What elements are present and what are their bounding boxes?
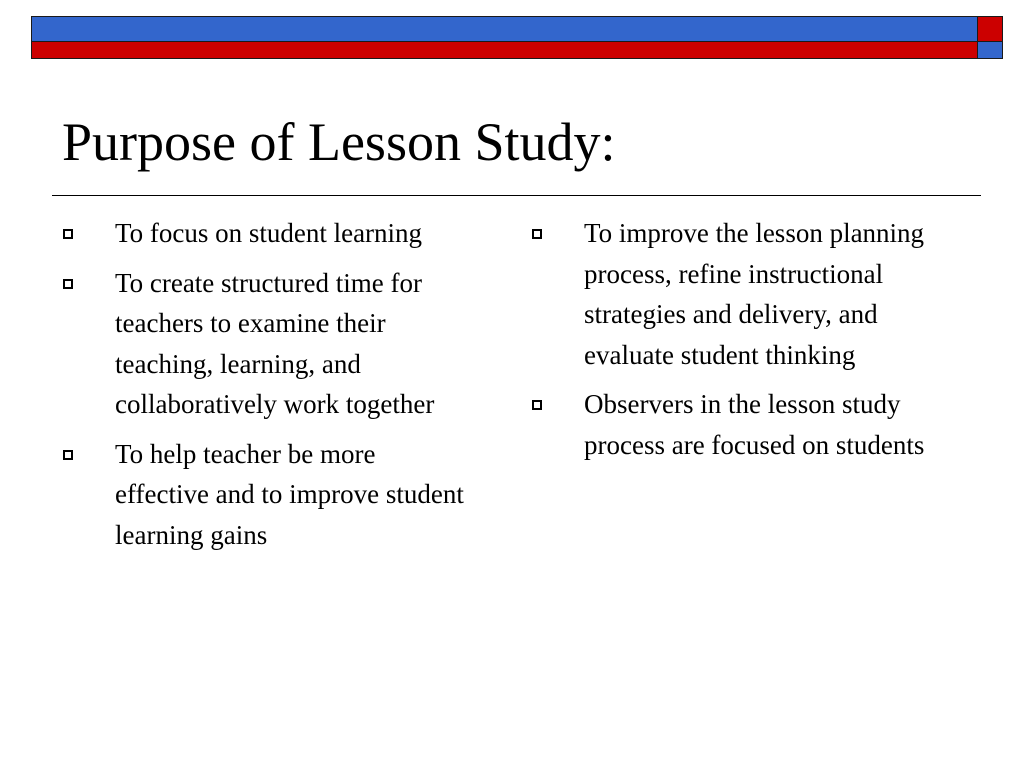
left-bullet-list [62, 213, 472, 564]
slide-title: Purpose of Lesson Study: [62, 112, 616, 172]
hollow-square-icon [63, 450, 73, 460]
bullet-item [531, 384, 971, 465]
header-band-red [31, 41, 978, 59]
bullet-text: To create structured time for teachers to examine their teaching, learning, and collaboratively work together [115, 267, 435, 419]
title-divider [52, 195, 981, 196]
hollow-square-icon [532, 229, 542, 239]
bullet-text: To improve the lesson planning process, refine instructional strategies and delivery, and evaluate student thinking [584, 218, 925, 370]
bullet-text: Observers in the lesson study process are focused on students [584, 389, 925, 460]
bullet-item [62, 263, 472, 425]
bullet-item [62, 213, 472, 254]
hollow-square-icon [63, 229, 73, 239]
hollow-square-icon [63, 279, 73, 289]
right-bullet-list [531, 213, 971, 474]
header-band-blue [31, 16, 978, 42]
bullet-item [531, 213, 971, 375]
header-corner-red-square [977, 16, 1003, 42]
hollow-square-icon [532, 400, 542, 410]
bullet-item [62, 434, 472, 556]
bullet-text: To focus on student learning [115, 218, 423, 248]
header-corner-blue-square [977, 41, 1003, 59]
bullet-text: To help teacher be more effective and to improve student learning gains [115, 438, 464, 550]
